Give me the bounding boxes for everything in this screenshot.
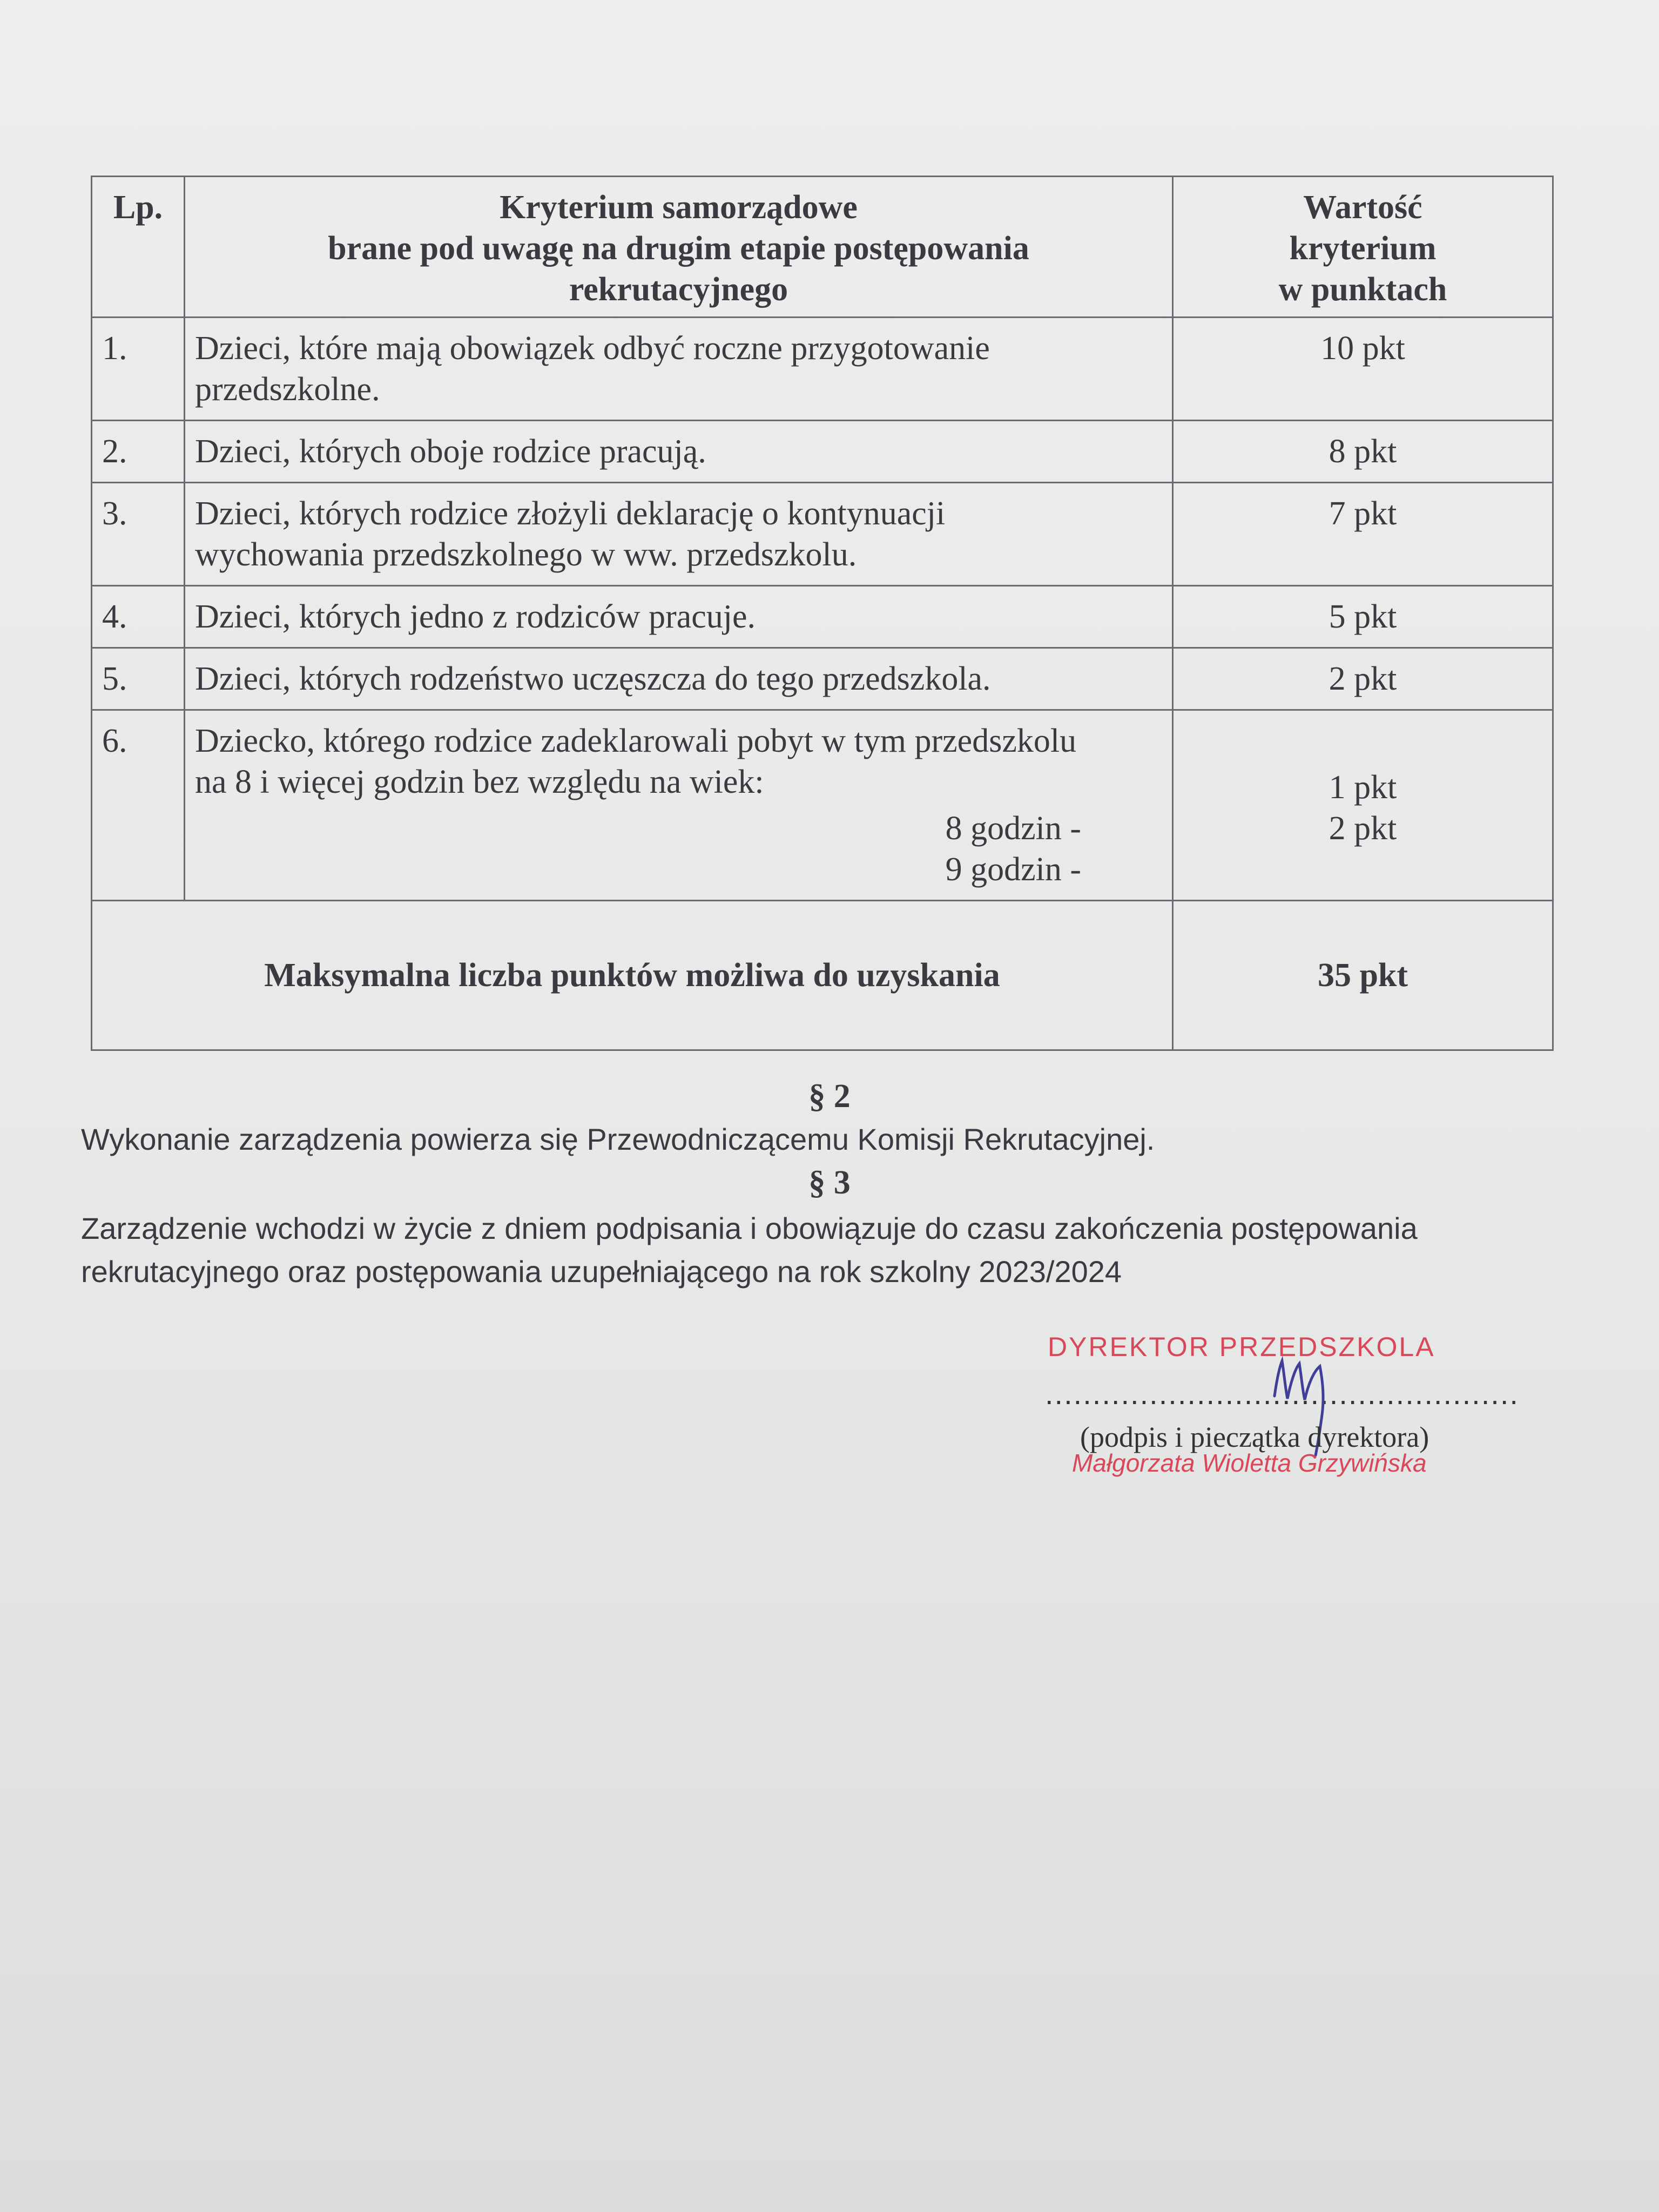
criteria-table: [91, 176, 1554, 1051]
row-criterion: Dziecko, którego rodzice zadeklarowali pobyt w tym przedszkolu na 8 i więcej godzin bez względu na wiek: 8 godzin - 9 godzin -: [185, 710, 1173, 901]
hours-9-label: 9 godzin -: [945, 851, 1081, 888]
section-3-text: Zarządzenie wchodzi w życie z dniem podpisania i obowiązuje do czasu zakończenia postępowania rekrutacyjnego oraz postępowania uzupełniającego na rok szkolny 2023/2024: [81, 1211, 1418, 1289]
total-row: [92, 901, 1553, 1050]
section-3-heading: § 3: [808, 1164, 851, 1201]
total-points: 35 pkt: [1173, 901, 1553, 1050]
total-label: Maksymalna liczba punktów możliwa do uzyskania: [92, 901, 1173, 1050]
row-points: 8 pkt: [1173, 421, 1553, 483]
stamp-title: DYREKTOR PRZEDSZKOLA: [1048, 1332, 1435, 1362]
table-row: [92, 586, 1553, 648]
table-row: [92, 483, 1553, 586]
header-lp: Lp.: [92, 177, 185, 318]
table-row: [92, 421, 1553, 483]
row-points: 2 pkt: [1173, 648, 1553, 710]
table-row: [92, 648, 1553, 710]
stamp-name: Małgorzata Wioletta Grzywińska: [1072, 1449, 1427, 1477]
section-2-heading: § 2: [808, 1078, 851, 1115]
table-header-row: [92, 177, 1553, 318]
row-criterion: Dzieci, które mają obowiązek odbyć roczne przygotowanie przedszkolne.: [185, 318, 1173, 421]
header-value: Wartość kryterium w punktach: [1173, 177, 1553, 318]
row-points: 7 pkt: [1173, 483, 1553, 586]
row-points: 5 pkt: [1173, 586, 1553, 648]
row-criterion: Dzieci, których rodzeństwo uczęszcza do tego przedszkola.: [185, 648, 1173, 710]
row-number: 3.: [92, 483, 185, 586]
row-points: [1173, 710, 1553, 901]
row-criterion: Dzieci, których oboje rodzice pracują.: [185, 421, 1173, 483]
header-criterion: Kryterium samorządowe brane pod uwagę na drugim etapie postępowania rekrutacyjnego: [185, 177, 1173, 318]
table-row: [92, 318, 1553, 421]
hours-9-points: 2 pkt: [1328, 810, 1397, 847]
row-points: 10 pkt: [1173, 318, 1553, 421]
hours-8-label: 8 godzin -: [945, 810, 1081, 847]
hours-8-points: 1 pkt: [1328, 769, 1397, 806]
row-number: 6.: [92, 710, 185, 901]
row-number: 5.: [92, 648, 185, 710]
row-criterion: Dzieci, których rodzice złożyli deklarację o kontynuacji wychowania przedszkolnego w ww. przedszkolu.: [185, 483, 1173, 586]
table-row: [92, 710, 1553, 901]
row-criterion: Dzieci, których jedno z rodziców pracuje.: [185, 586, 1173, 648]
section-2-text: Wykonanie zarządzenia powierza się Przewodniczącemu Komisji Rekrutacyjnej.: [81, 1122, 1155, 1156]
row-number: 4.: [92, 586, 185, 648]
row-number: 1.: [92, 318, 185, 421]
signature-line: ..................................................: [1045, 1377, 1519, 1411]
row-number: 2.: [92, 421, 185, 483]
signature-caption: (podpis i pieczątka dyrektora): [1080, 1421, 1429, 1453]
